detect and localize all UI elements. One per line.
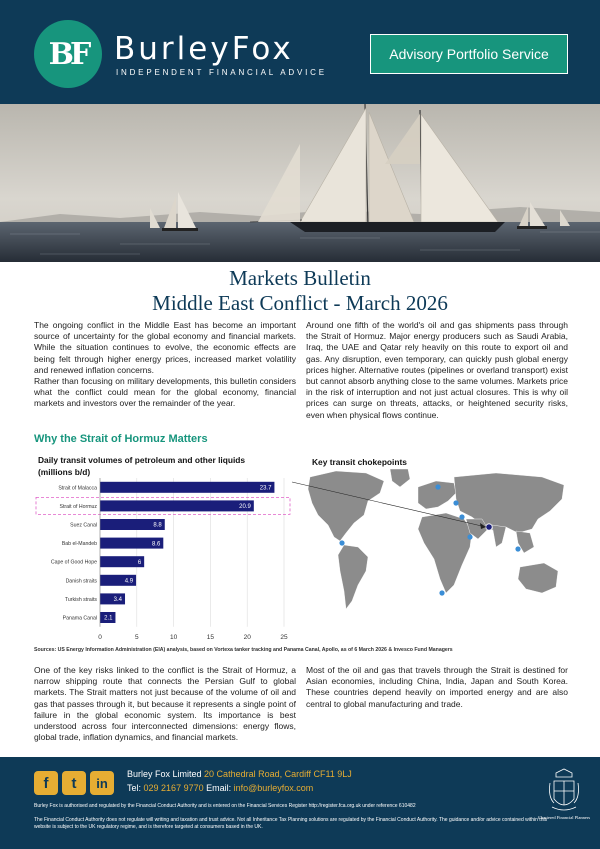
fca-disclaimer: Burley Fox is authorised and regulated by the Financial Conduct Authority and is entered on the Financial Services Register http://register.fca.org.uk under reference 610482 [34,803,416,809]
intro-paragraph-1: The ongoing conflict in the Middle East has become an important source of uncertainty for the global economy and financial markets. While the situation continues to evolve, the economic effects are being felt through higher energy prices, increased market volatility and renewed inflation concerns. [34,320,296,375]
hero-sailing-photo [0,104,600,262]
tel-label: Tel: [127,783,142,793]
category-label: Strait of Malacca [58,485,97,492]
x-tick-label: 15 [206,633,215,641]
suez-canal-marker [459,514,464,519]
brand-name: BurleyFox [114,31,294,67]
email-label: Email: [206,783,232,793]
intro-paragraph-2: Rather than focusing on military developments, this bulletin considers what the conflict could mean for the global economy, financial markets and investors over the remainder of the year. [34,376,296,409]
category-label: Danish straits [65,578,97,585]
strait-of-hormuz-marker [486,524,492,530]
twitter-icon[interactable]: t [62,771,86,795]
bar-value-label: 23.7 [259,485,272,492]
chart-source-note: Sources: US Energy Information Administration (EIA) analysis, based on Vortexa tanker tracking and Panama Canal, Apollo, as of 6 March 2026 & Invesco Fund Managers [34,647,453,653]
danish-straits-marker [435,484,440,489]
x-tick-label: 5 [134,633,139,641]
footer-address-line [127,769,352,779]
bar-value-label: 8.8 [153,522,162,529]
body-paragraph-1: One of the key risks linked to the conflict is the Strait of Hormuz, a narrow shipping route that connects the Persian Gulf to global markets. The Strait matters not just because of the volume of oil and gas that passes through it, but because it represents a single point of failure in the global economic system. Its importance is best understood across four interconnected dimensions: energy flows, global trade, inflation dynamics, and financial markets. [34,665,296,743]
logo-monogram: BF [48,36,88,72]
category-label: Turkish straits [64,596,97,603]
strait-of-malacca-marker [515,546,520,551]
map-title: Key transit chokepoints [312,457,407,467]
category-label: Cape of Good Hope [50,559,97,566]
bar-value-label: 2.1 [104,615,113,622]
chartered-crest-icon [537,767,591,835]
transit-volume-bar-chart [34,476,304,641]
intro-paragraph-3: Around one fifth of the world's oil and gas shipments pass through the Strait of Hormuz. Major energy producers such as Saudi Arabia, Iraq, the UAE and Qatar rely heavily on this route to export oil and gas. Any disruption, even temporary, can quickly push global energy prices higher. Alternative routes (pipelines or overland transport) exist but cannot absorb anything close to the same volumes. Markets price in the risk of interruption and not just actual closures. This is why oil prices can surge on threats, attacks, or heightened security risks, even when physical flows continue. [306,320,568,420]
linkedin-icon[interactable]: in [90,771,114,795]
chart-title: Daily transit volumes of petroleum and other liquids [38,455,246,465]
bulletin-subtitle: Middle East Conflict - March 2026 [152,291,448,315]
company-address: 20 Cathedral Road, Cardiff CF11 9LJ [204,769,352,779]
category-label: Panama Canal [62,615,97,622]
bar [100,482,274,493]
bar-value-label: 20.9 [239,504,251,511]
advisory-service-button[interactable]: Advisory Portfolio Service [370,34,568,74]
logo[interactable] [34,20,102,88]
cape-of-good-hope-marker [439,590,444,595]
body-paragraph-2: Most of the oil and gas that travels through the Strait is destined for Asian economies, including China, India, Japan and South Korea. These countries depend heavily on imported energy and are also central to global manufacturing and trade. [306,665,568,709]
regulatory-disclaimer: The Financial Conduct Authority does not regulate will writing and taxation and trust advice. Not all Inheritance Tax Planning solutions are regulated by the Financial Conduct Authority. The guidance and/or advice contained within this website is subject to the UK regulatory regime, and is therefore targeted at consumers based in the UK. [34,817,548,830]
company-name: Burley Fox Limited [127,769,202,779]
category-label: Suez Canal [70,522,97,529]
x-tick-label: 0 [98,633,102,641]
tel-link[interactable]: 029 2167 9770 [143,783,204,793]
bar-value-label: 4.9 [124,578,134,585]
facebook-icon[interactable]: f [34,771,58,795]
x-tick-label: 25 [280,633,288,641]
chart-unit-label: (millions b/d) [38,467,91,477]
category-label: Strait of Hormuz [59,503,97,510]
category-label: Bab el-Mandeb [61,541,97,548]
footer-contact-line [127,783,313,793]
email-link[interactable]: info@burleyfox.com [233,783,314,793]
bar-value-label: 8.6 [151,541,161,548]
panama-canal-marker [339,540,344,545]
chokepoint-world-map [306,467,568,639]
bar-value-label: 6 [137,559,142,566]
bar-value-label: 3.4 [113,597,123,604]
x-tick-label: 10 [169,633,178,641]
page-header [0,0,600,104]
section-heading: Why the Strait of Hormuz Matters [34,433,208,445]
turkish-straits-marker [453,500,458,505]
bulletin-title: Markets Bulletin [229,266,371,290]
bab-el-mandeb-marker [467,534,472,539]
bar [100,500,254,511]
crest-label: Chartered Financial Planners [537,815,591,820]
x-tick-label: 20 [243,633,251,641]
brand-tagline: INDEPENDENT FINANCIAL ADVICE [116,68,327,77]
